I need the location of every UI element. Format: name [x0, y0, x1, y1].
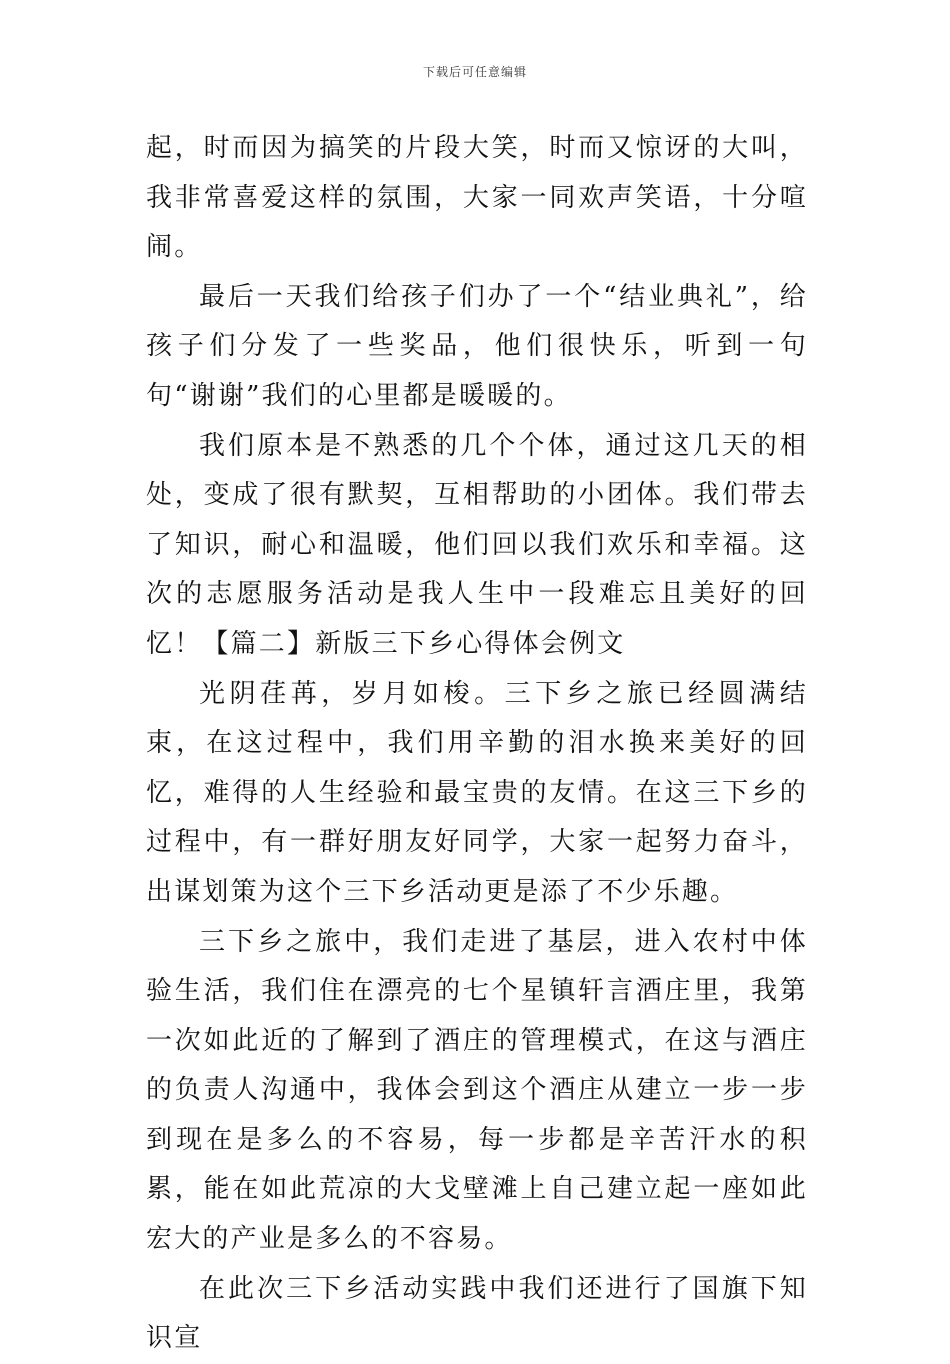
paragraph-3: 我们原本是不熟悉的几个个体，通过这几天的相处，变成了很有默契，互相帮助的小团体。我们带去了知识，耐心和温暖，他们回以我们欢乐和幸福。这次的志愿服务活动是我人生中一段难忘且美好的回忆！【篇二】新版三下乡心得体会例文	[146, 430, 808, 659]
paragraph-4: 光阴荏苒，岁月如梭。三下乡之旅已经圆满结束，在这过程中，我们用辛勤的泪水换来美好的回忆，难得的人生经验和最宝贵的友情。在这三下乡的过程中，有一群好朋友好同学，大家一起努力奋斗，出谋划策为这个三下乡活动更是添了不少乐趣。	[146, 678, 808, 907]
document-body	[146, 124, 808, 1364]
paragraph-5: 三下乡之旅中，我们走进了基层，进入农村中体验生活，我们住在漂亮的七个星镇轩言酒庄里，我第一次如此近的了解到了酒庄的管理模式，在这与酒庄的负责人沟通中，我体会到这个酒庄从建立一步一步到现在是多么的不容易，每一步都是辛苦汗水的积累，能在如此荒凉的大戈壁滩上自己建立起一座如此宏大的产业是多么的不容易。	[146, 926, 808, 1255]
paragraph-1: 起，时而因为搞笑的片段大笑，时而又惊讶的大叫，我非常喜爱这样的氛围，大家一同欢声笑语，十分喧闹。	[146, 133, 808, 263]
page-header-note: 下载后可任意编辑	[422, 65, 527, 79]
paragraph-6: 在此次三下乡活动实践中我们还进行了国旗下知识宣	[146, 1273, 808, 1354]
paragraph-2: 最后一天我们给孩子们办了一个“结业典礼”，给孩子们分发了一些奖品，他们很快乐，听到一句句“谢谢”我们的心里都是暖暖的。	[146, 281, 808, 411]
